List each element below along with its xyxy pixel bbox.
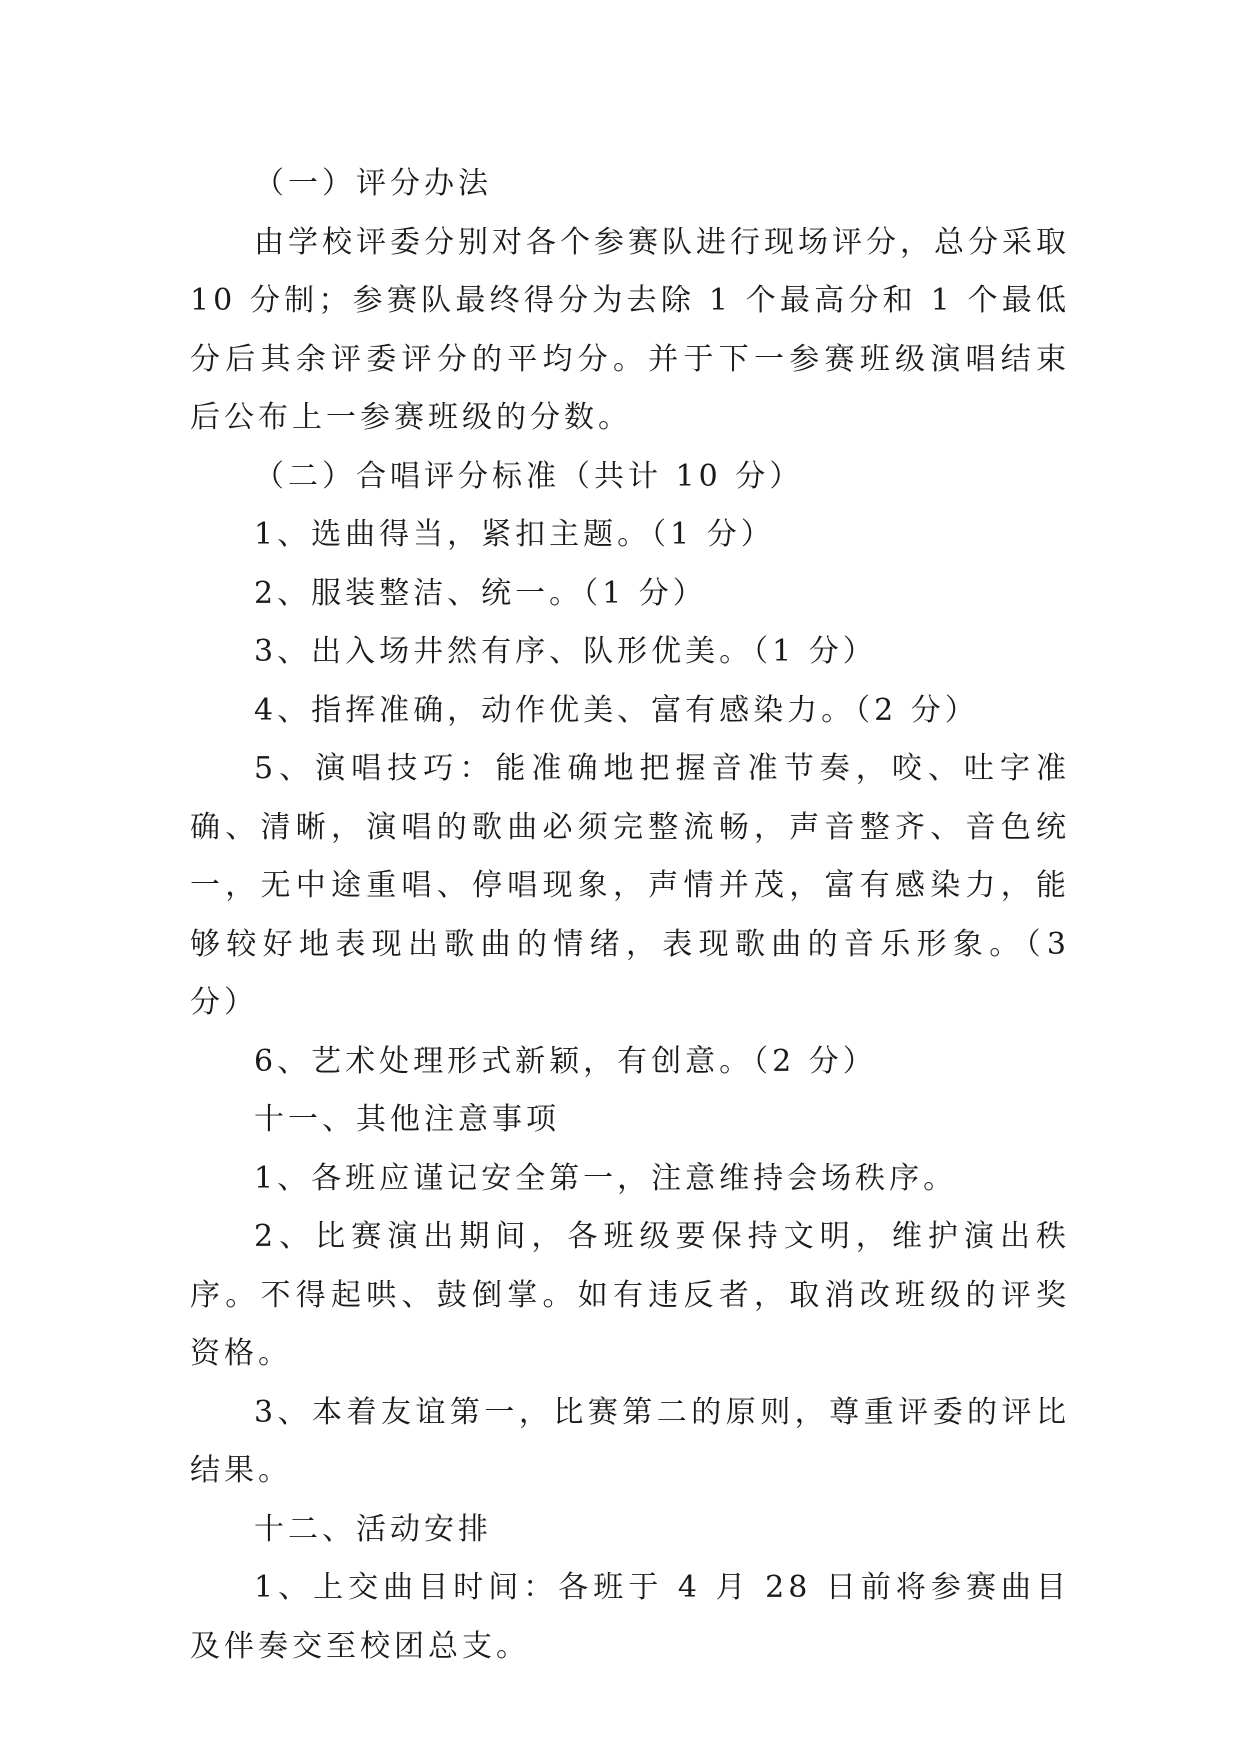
document-page <box>190 155 1070 1676</box>
criteria-item-6: 6、艺术处理形式新颖，有创意。（2 分） <box>254 1043 877 1079</box>
section-heading-other-notes: 十一、其他注意事项 <box>254 1102 560 1137</box>
notes-item-1: 1、各班应谨记安全第一，注意维持会场秩序。 <box>254 1160 958 1196</box>
schedule-item-1: 1、上交曲目时间：各班于 4 月 28 日前将参赛曲目及伴奏交至校团总支。 <box>190 1570 1070 1664</box>
section-heading-scoring-criteria: （二）合唱评分标准（共计 10 分） <box>254 458 804 494</box>
paragraph-scoring-method: 由学校评委分别对各个参赛队进行现场评分，总分采取 10 分制；参赛队最终得分为去除 1 个最高分和 1 个最低分后其余评委评分的平均分。并于下一参赛班级演唱结束后公布上一参赛班级的分数。 <box>190 224 1070 435</box>
criteria-item-4: 4、指挥准确，动作优美、富有感染力。（2 分） <box>254 692 979 728</box>
criteria-item-1: 1、选曲得当，紧扣主题。（1 分） <box>254 517 775 552</box>
criteria-item-5: 5、演唱技巧：能准确地把握音准节奏，咬、吐字准确、清晰，演唱的歌曲必须完整流畅，声音整齐、音色统一，无中途重唱、停唱现象，声情并茂，富有感染力，能够较好地表现出歌曲的情绪，表现歌曲的音乐形象。（3 分） <box>190 751 1070 1020</box>
notes-item-3: 3、本着友谊第一，比赛第二的原则，尊重评委的评比结果。 <box>190 1394 1070 1488</box>
section-heading-activity-schedule: 十二、活动安排 <box>254 1511 492 1547</box>
criteria-item-2: 2、服装整洁、统一。（1 分） <box>254 575 707 611</box>
notes-item-2: 2、比赛演出期间，各班级要保持文明，维护演出秩序。不得起哄、鼓倒掌。如有违反者，取消改班级的评奖资格。 <box>190 1219 1070 1371</box>
criteria-item-3: 3、出入场井然有序、队形优美。（1 分） <box>254 634 877 669</box>
section-heading-scoring-method: （一）评分办法 <box>254 166 492 201</box>
